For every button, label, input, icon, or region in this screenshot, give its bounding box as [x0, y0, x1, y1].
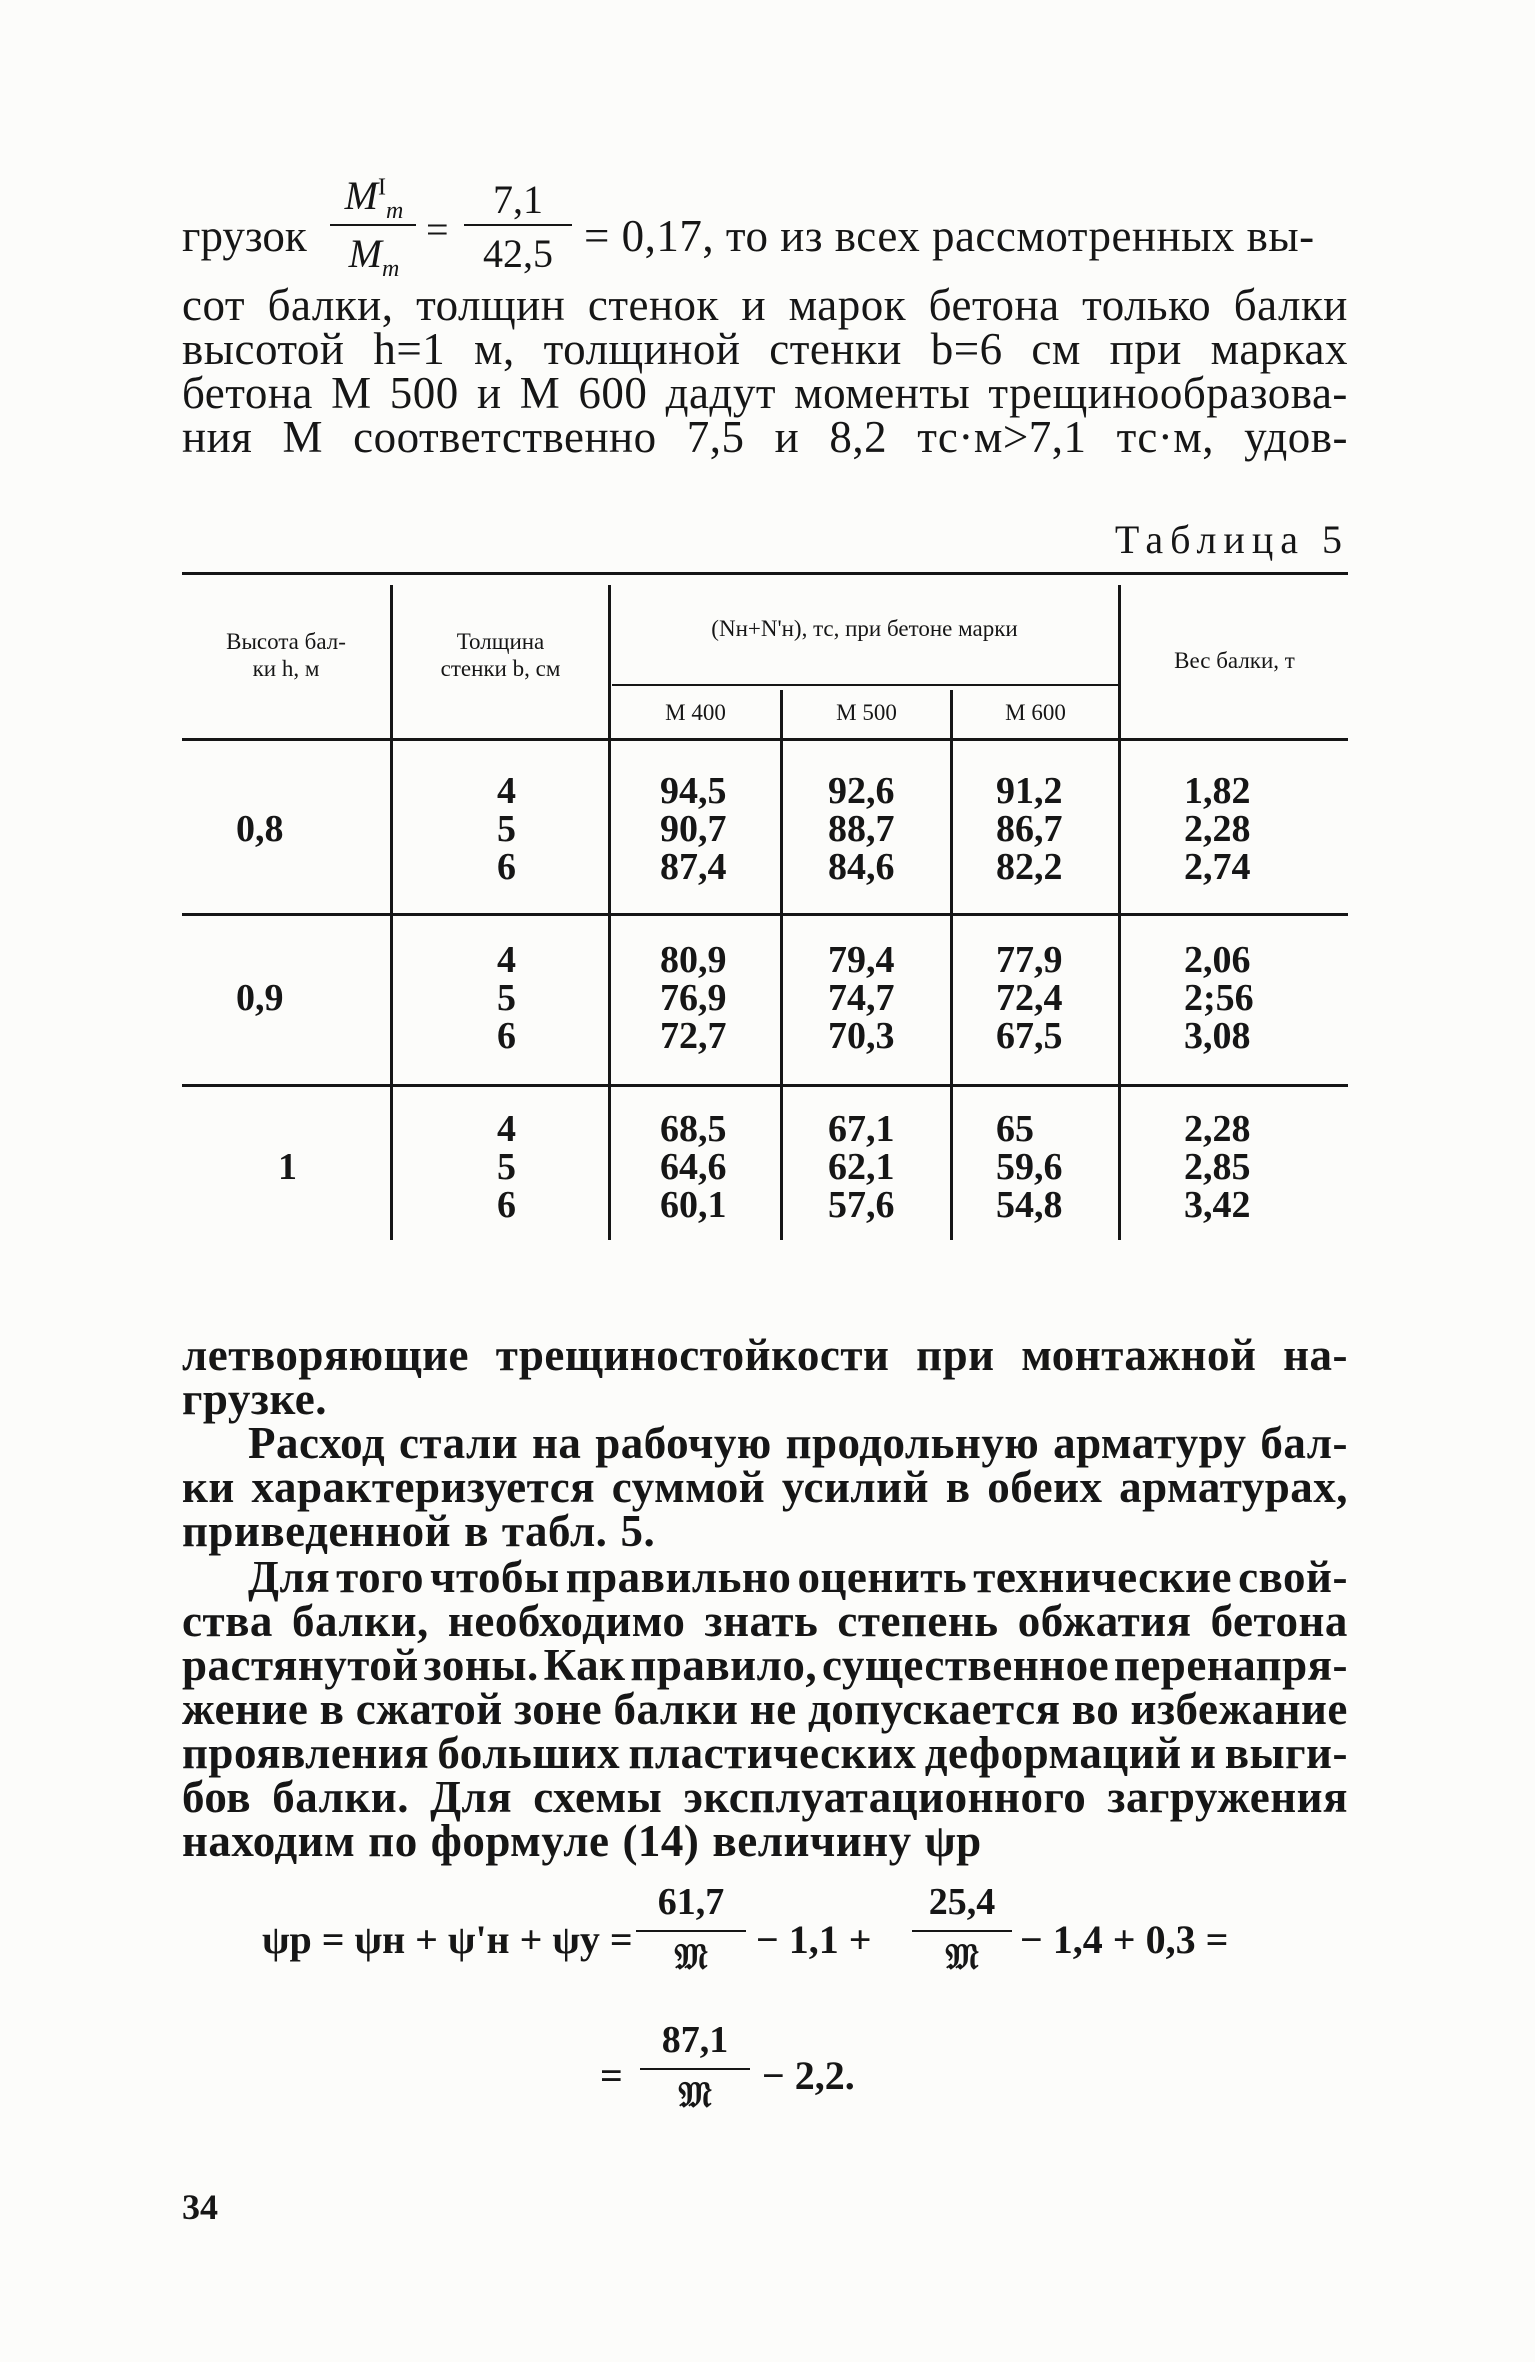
fraction-2-numerator: 7,1	[493, 177, 543, 222]
cell-m600-list: 77,9 72,4 67,5	[996, 939, 1063, 1057]
text-line: высотой h=1 м, толщиной стенки b=6 см при марках	[182, 324, 1348, 374]
fraction-1-denominator: $M_т$	[348, 231, 400, 282]
formula-eq: =	[600, 2053, 623, 2098]
cell-m600-list: 91,2 86,7 82,2	[996, 770, 1063, 888]
text-line: ства балки, необходимо знать степень обжатия бетона	[182, 1596, 1348, 1646]
formula-mid-a: − 1,1 +	[756, 1917, 872, 1962]
formula-end: − 2,2.	[762, 2053, 855, 2098]
text-line: грузке.	[182, 1374, 327, 1424]
formula-lhs: ψр = ψн + ψ'н + ψу =	[262, 1917, 633, 1962]
fraction-b-denominator: 𝔐	[945, 1937, 979, 1977]
formula-tail: = 0,17, то из всех рассмотренных вы-	[584, 211, 1315, 261]
text-line: Для того чтобы правильно оценить технические свой-	[248, 1552, 1348, 1602]
text-line: летворяющие трещиностойкости при монтажной на-	[182, 1330, 1348, 1380]
header-force: (Nн+N'н), тс, при бетоне марки	[711, 616, 1018, 641]
table-group-rule	[182, 1084, 1348, 1087]
table-column-rule	[780, 690, 783, 1240]
header-mark-m400: М 400	[665, 700, 726, 725]
fraction-a-bar	[636, 1930, 746, 1932]
fraction-a-denominator: 𝔐	[674, 1937, 708, 1977]
text-line: находим по формуле (14) величину ψр	[182, 1816, 982, 1866]
fraction-c-denominator: 𝔐	[678, 2075, 712, 2115]
cell-wall-list: 4 5 6	[497, 770, 516, 888]
cell-m400-list: 80,9 76,9 72,7	[660, 939, 727, 1057]
fraction-2-denominator: 42,5	[483, 231, 553, 276]
formula-mid-b: − 1,4 + 0,3 =	[1020, 1917, 1229, 1962]
table-group-rule	[182, 913, 1348, 916]
table-column-rule	[608, 585, 611, 1240]
header-beam-weight: Вес балки, т	[1174, 648, 1295, 673]
table-top-rule	[182, 572, 1348, 575]
text-line: проявления больших пластических деформаций и выги-	[182, 1728, 1348, 1778]
cell-m400-list: 94,5 90,7 87,4	[660, 770, 727, 888]
cell-m500-list: 79,4 74,7 70,3	[828, 939, 895, 1057]
fraction-b-bar	[912, 1930, 1012, 1932]
cell-weight-list: 2,28 2,85 3,42	[1184, 1108, 1251, 1226]
cell-beam-height: 0,8	[236, 808, 284, 850]
header-wall-thickness: Толщина стенки b, см	[440, 629, 561, 681]
fraction-c-numerator: 87,1	[661, 2019, 729, 2061]
fraction-2-bar	[464, 224, 572, 226]
text-line: жение в сжатой зоне балки не допускается во избежание	[182, 1684, 1348, 1734]
fraction-a-numerator: 61,7	[657, 1881, 725, 1923]
cell-beam-height: 0,9	[236, 977, 284, 1019]
table-caption: Таблица 5	[1114, 517, 1349, 562]
text-line: бетона М 500 и М 600 дадут моменты трещинообразова-	[182, 368, 1348, 418]
fraction-b-numerator: 25,4	[928, 1881, 996, 1923]
cell-wall-list: 4 5 6	[497, 1108, 516, 1226]
header-mark-m600: М 600	[1005, 700, 1066, 725]
text-line: Расход стали на рабочую продольную арматуру бал-	[248, 1418, 1348, 1468]
table-header-rule	[182, 738, 1348, 741]
table-column-rule	[1118, 585, 1121, 1240]
text-line: сот балки, толщин стенок и марок бетона только балки	[182, 280, 1348, 330]
cell-weight-list: 1,82 2,28 2,74	[1184, 770, 1251, 888]
cell-m500-list: 67,1 62,1 57,6	[828, 1108, 895, 1226]
text-line: бов балки. Для схемы эксплуатационного загружения	[182, 1772, 1348, 1822]
cell-wall-list: 4 5 6	[497, 939, 516, 1057]
formula-lead-word: грузок	[182, 211, 307, 261]
fraction-c-bar	[640, 2068, 750, 2070]
header-mark-m500: М 500	[836, 700, 897, 725]
header-beam-height: Высота бал- ки h, м	[226, 629, 346, 681]
cell-beam-height: 1	[278, 1146, 297, 1188]
text-line: ния M соответственно 7,5 и 8,2 тс·м>7,1 тс·м, удов-	[182, 412, 1348, 462]
cell-m600-list: 65 59,6 54,8	[996, 1108, 1063, 1226]
fraction-1-bar	[330, 224, 416, 226]
table-subheader-rule	[612, 684, 1118, 686]
text-line: ки характеризуется суммой усилий в обеих арматурах,	[182, 1462, 1348, 1512]
formula-equals: =	[426, 207, 449, 252]
text-line: растянутой зоны. Как правило, существенное перенапря-	[182, 1640, 1348, 1690]
page-number: 34	[182, 2187, 218, 2227]
cell-m400-list: 68,5 64,6 60,1	[660, 1108, 727, 1226]
fraction-1-numerator: $M^I_т$	[344, 173, 404, 224]
cell-m500-list: 92,6 88,7 84,6	[828, 770, 895, 888]
table-column-rule	[390, 585, 393, 1240]
text-line: приведенной в табл. 5.	[182, 1506, 656, 1556]
cell-weight-list: 2,06 2;56 3,08	[1184, 939, 1254, 1057]
table-column-rule	[950, 690, 953, 1240]
